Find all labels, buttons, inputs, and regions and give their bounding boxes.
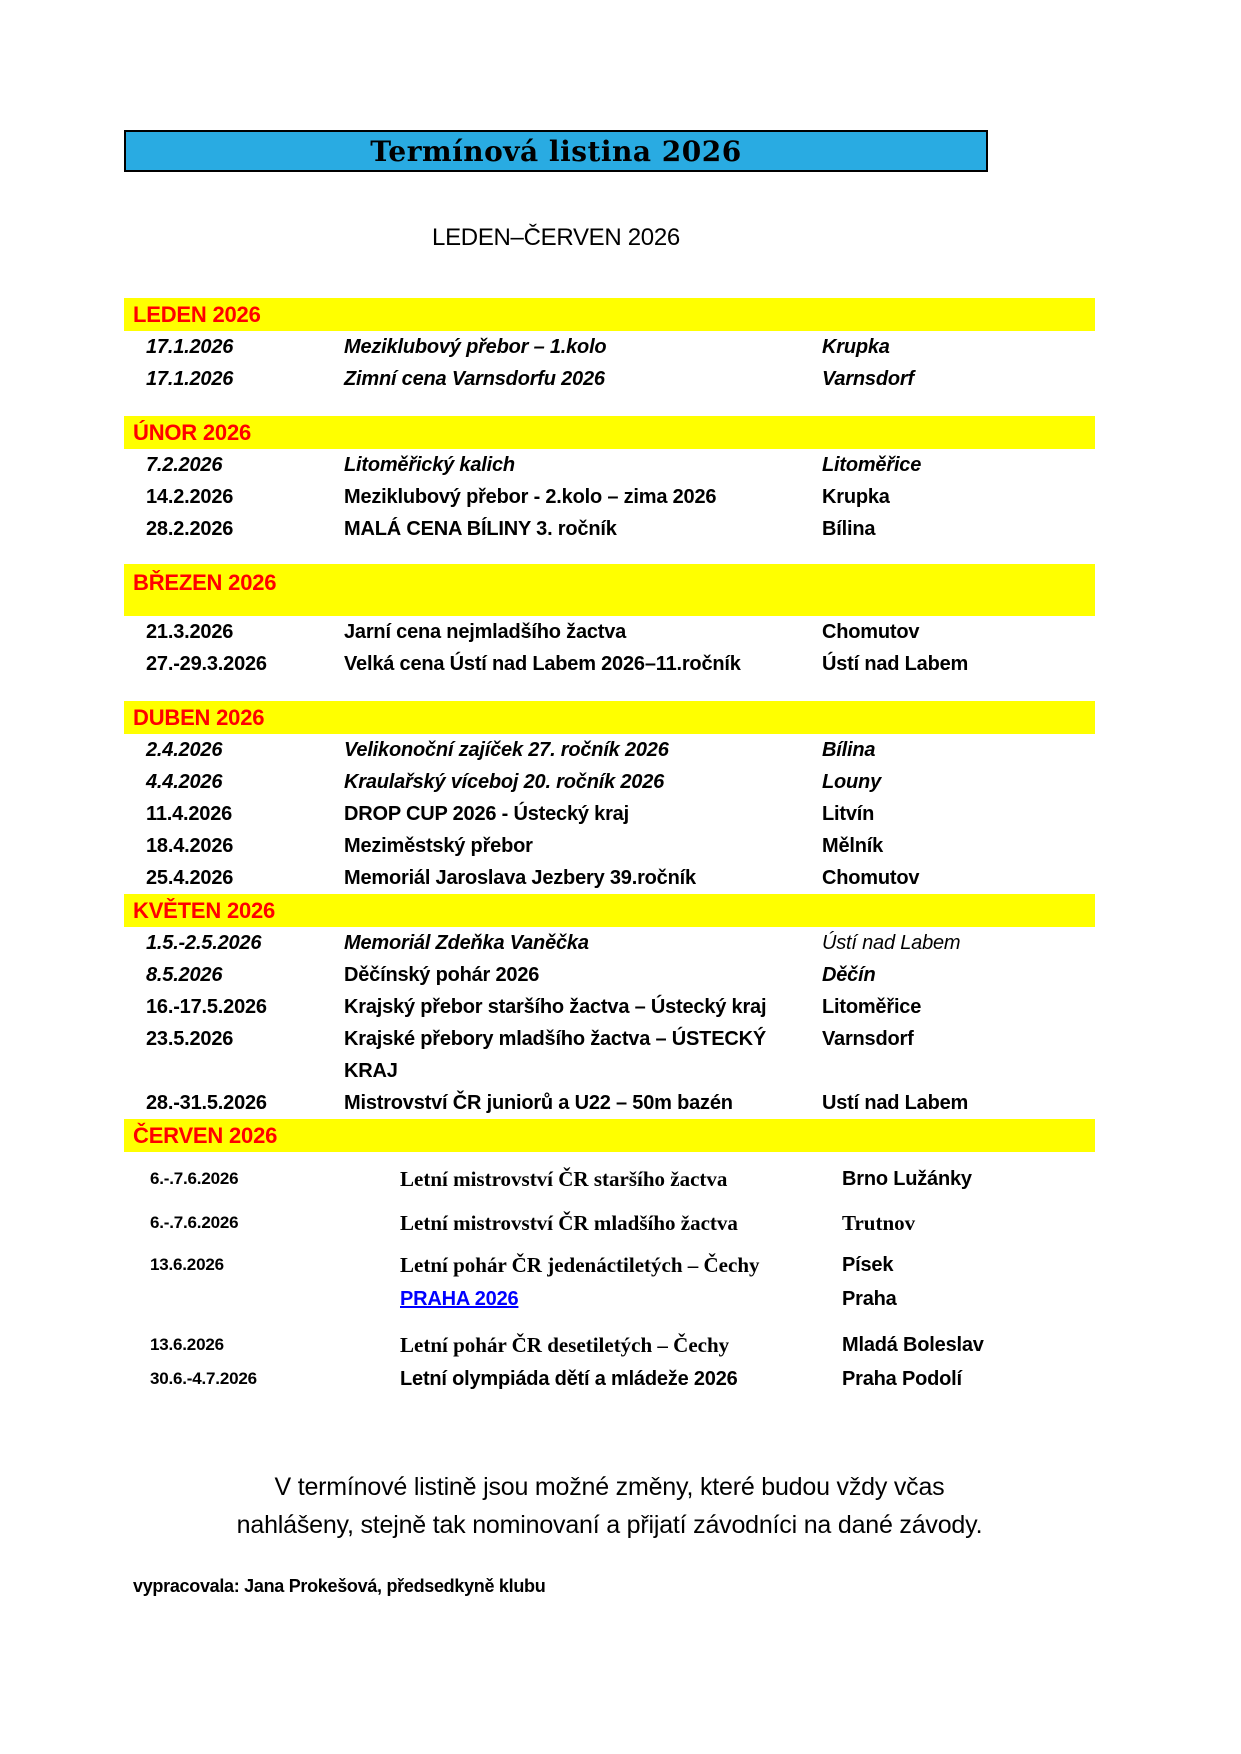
event-row [124,766,1095,798]
event-date: 25.4.2026 [146,867,234,889]
event-location: Písek [842,1254,894,1276]
event-date: 30.6.-4.7.2026 [150,1369,257,1388]
event-name-cell [324,331,814,363]
event-row [124,1087,1095,1119]
month-section [124,416,1095,545]
event-row [124,927,1095,959]
event-name-cell [324,1023,814,1087]
event-name-cell [324,648,814,680]
event-location: Bílina [822,518,876,540]
event-date: 27.-29.3.2026 [146,653,267,675]
event-row [124,1328,1095,1362]
event-row [124,331,1095,363]
event-location-cell [814,1206,1095,1240]
event-location-cell [814,331,1095,363]
event-location-cell [814,991,1095,1023]
footer-note [124,1468,1095,1544]
event-row [124,513,1095,545]
event-row [124,1206,1095,1240]
event-row [124,449,1095,481]
event-location: Litoměřice [822,996,922,1018]
event-date: 21.3.2026 [146,621,234,643]
month-section [124,1119,1095,1396]
event-name: Kraulařský víceboj 20. ročník 2026 [344,771,665,793]
month-header: LEDEN 2026 [124,298,1095,331]
event-date: 28.-31.5.2026 [146,1092,267,1114]
event-location-cell [814,648,1095,680]
event-location-cell [814,959,1095,991]
event-date: 6.-.7.6.2026 [150,1169,239,1188]
event-location-cell [814,513,1095,545]
event-name-cell [324,1328,814,1362]
event-name-cell [324,513,814,545]
event-name-cell [324,1248,814,1316]
event-name: Letní pohár ČR desetiletých – Čechy [400,1333,730,1357]
event-row [124,616,1095,648]
event-date: 17.1.2026 [146,336,234,358]
event-location: Ustí nad Labem [822,1092,969,1114]
event-name-cell [324,734,814,766]
event-name: Letní mistrovství ČR staršího žactva [400,1167,728,1191]
event-location-cell [814,481,1095,513]
event-location-cell [814,1248,1095,1316]
event-name-cell [324,363,814,395]
event-location-cell [814,734,1095,766]
event-name: Meziklubový přebor – 1.kolo [344,336,607,358]
event-date: 23.5.2026 [146,1028,234,1050]
event-row [124,798,1095,830]
event-date: 13.6.2026 [150,1255,224,1274]
event-location: Mladá Boleslav [842,1334,984,1356]
event-name: Děčínský pohár 2026 [344,964,540,986]
event-location-cell [814,798,1095,830]
event-name-cell [324,449,814,481]
event-date: 1.5.-2.5.2026 [146,932,262,954]
event-location: Brno Lužánky [842,1168,972,1190]
event-name-cell [324,991,814,1023]
event-date: 11.4.2026 [146,803,233,825]
event-location-cell [814,1362,1095,1396]
event-location: Děčín [822,964,876,986]
event-name: Meziklubový přebor - 2.kolo – zima 2026 [344,486,717,508]
event-name: Memoriál Zdeňka Vaněčka [344,932,589,954]
event-row [124,830,1095,862]
event-row [124,363,1095,395]
event-location-cell [814,766,1095,798]
event-location: Bílina [822,739,876,761]
event-name-cell [324,1206,814,1240]
event-row [124,1362,1095,1396]
event-location-cell [814,363,1095,395]
footer-note-line-1: V termínové listině jsou možné změny, které budou vždy včas [274,1473,945,1501]
event-name-cell [324,959,814,991]
event-location: Ústí nad Labem [822,932,961,954]
event-name: Mistrovství ČR juniorů a U22 – 50m bazén [344,1092,733,1114]
event-date: 28.2.2026 [146,518,234,540]
footer-note-line-2: nahlášeny, stejně tak nominovaní a přijatí závodníci na dané závody. [236,1511,983,1539]
event-row [124,991,1095,1023]
event-name-cell [324,862,814,894]
author-line: vypracovala: Jana Prokešová, předsedkyně klubu [133,1576,546,1596]
event-location-cell [814,1087,1095,1119]
event-date: 18.4.2026 [146,835,234,857]
event-date: 6.-.7.6.2026 [150,1213,239,1232]
event-name: Meziměstský přebor [344,835,533,857]
event-date: 4.4.2026 [146,771,223,793]
event-name: Memoriál Jaroslava Jezbery 39.ročník [344,867,696,889]
event-location: Trutnov [842,1211,916,1235]
event-date: 14.2.2026 [146,486,234,508]
schedule [124,298,1095,1396]
event-row [124,862,1095,894]
event-location: Krupka [822,336,890,358]
event-location: Ústí nad Labem [822,653,969,675]
event-name-cell [324,1362,814,1396]
month-header: ÚNOR 2026 [124,416,1095,449]
event-name-cell [324,798,814,830]
event-name-cell [324,927,814,959]
subtitle: LEDEN–ČERVEN 2026 [432,224,680,251]
event-name: Zimní cena Varnsdorfu 2026 [344,368,605,390]
event-location-cell [814,1328,1095,1362]
event-name: Velikonoční zajíček 27. ročník 2026 [344,739,669,761]
event-location: Praha Podolí [842,1368,962,1390]
event-row [124,481,1095,513]
event-name: Jarní cena nejmladšího žactva [344,621,627,643]
event-location-cell [814,616,1095,648]
event-location: Louny [822,771,881,793]
event-location-cell [814,927,1095,959]
document-title-bar [124,130,988,172]
event-location: Varnsdorf [822,1028,914,1050]
event-row [124,1023,1095,1087]
event-name: DROP CUP 2026 - Ústecký kraj [344,803,629,825]
event-name: Letní mistrovství ČR mladšího žactva [400,1211,738,1235]
event-name: Letní olympiáda dětí a mládeže 2026 [400,1368,738,1390]
event-name-cell [324,766,814,798]
month-section [124,564,1095,680]
event-location: Litoměřice [822,454,922,476]
event-location-cell [814,1023,1095,1087]
month-header: ČERVEN 2026 [124,1119,1095,1152]
event-date: 17.1.2026 [146,368,234,390]
event-row [124,1248,1095,1316]
event-name-cell [324,1087,814,1119]
event-location-cell [814,862,1095,894]
document-title: Termínová listina 2026 [370,134,742,168]
month-header: DUBEN 2026 [124,701,1095,734]
month-header: BŘEZEN 2026 [124,564,1095,616]
event-name: Velká cena Ústí nad Labem 2026–11.ročník [344,653,741,675]
event-name: Krajský přebor staršího žactva – Ústecký kraj [344,996,767,1018]
event-row [124,648,1095,680]
event-name: MALÁ CENA BÍLINY 3. ročník [344,518,617,540]
event-date: 13.6.2026 [150,1335,224,1354]
praha-2026-link[interactable]: PRAHA 2026 [400,1288,519,1310]
month-section [124,298,1095,395]
event-location-cell [814,449,1095,481]
event-date: 16.-17.5.2026 [146,996,267,1018]
event-location: Mělník [822,835,884,857]
month-header: KVĚTEN 2026 [124,894,1095,927]
event-date: 8.5.2026 [146,964,223,986]
event-location: Chomutov [822,621,920,643]
event-location-cell [814,830,1095,862]
event-row [124,1162,1095,1196]
event-name-cell [324,616,814,648]
event-location: Litvín [822,803,875,825]
month-section [124,894,1095,1119]
event-location: Chomutov [822,867,920,889]
event-row [124,959,1095,991]
event-name: Litoměřický kalich [344,454,515,476]
month-section [124,701,1095,894]
event-row [124,734,1095,766]
event-name-cell [324,1162,814,1196]
event-location-2: Praha [842,1288,897,1310]
event-location-cell [814,1162,1095,1196]
event-name: Krajské přebory mladšího žactva – ÚSTECKÝ KRAJ [344,1028,766,1082]
event-location: Varnsdorf [822,368,914,390]
event-name-cell [324,830,814,862]
event-name-cell [324,481,814,513]
event-name: Letní pohár ČR jedenáctiletých – Čechy [400,1253,760,1277]
event-date: 7.2.2026 [146,454,223,476]
event-location: Krupka [822,486,890,508]
event-date: 2.4.2026 [146,739,223,761]
